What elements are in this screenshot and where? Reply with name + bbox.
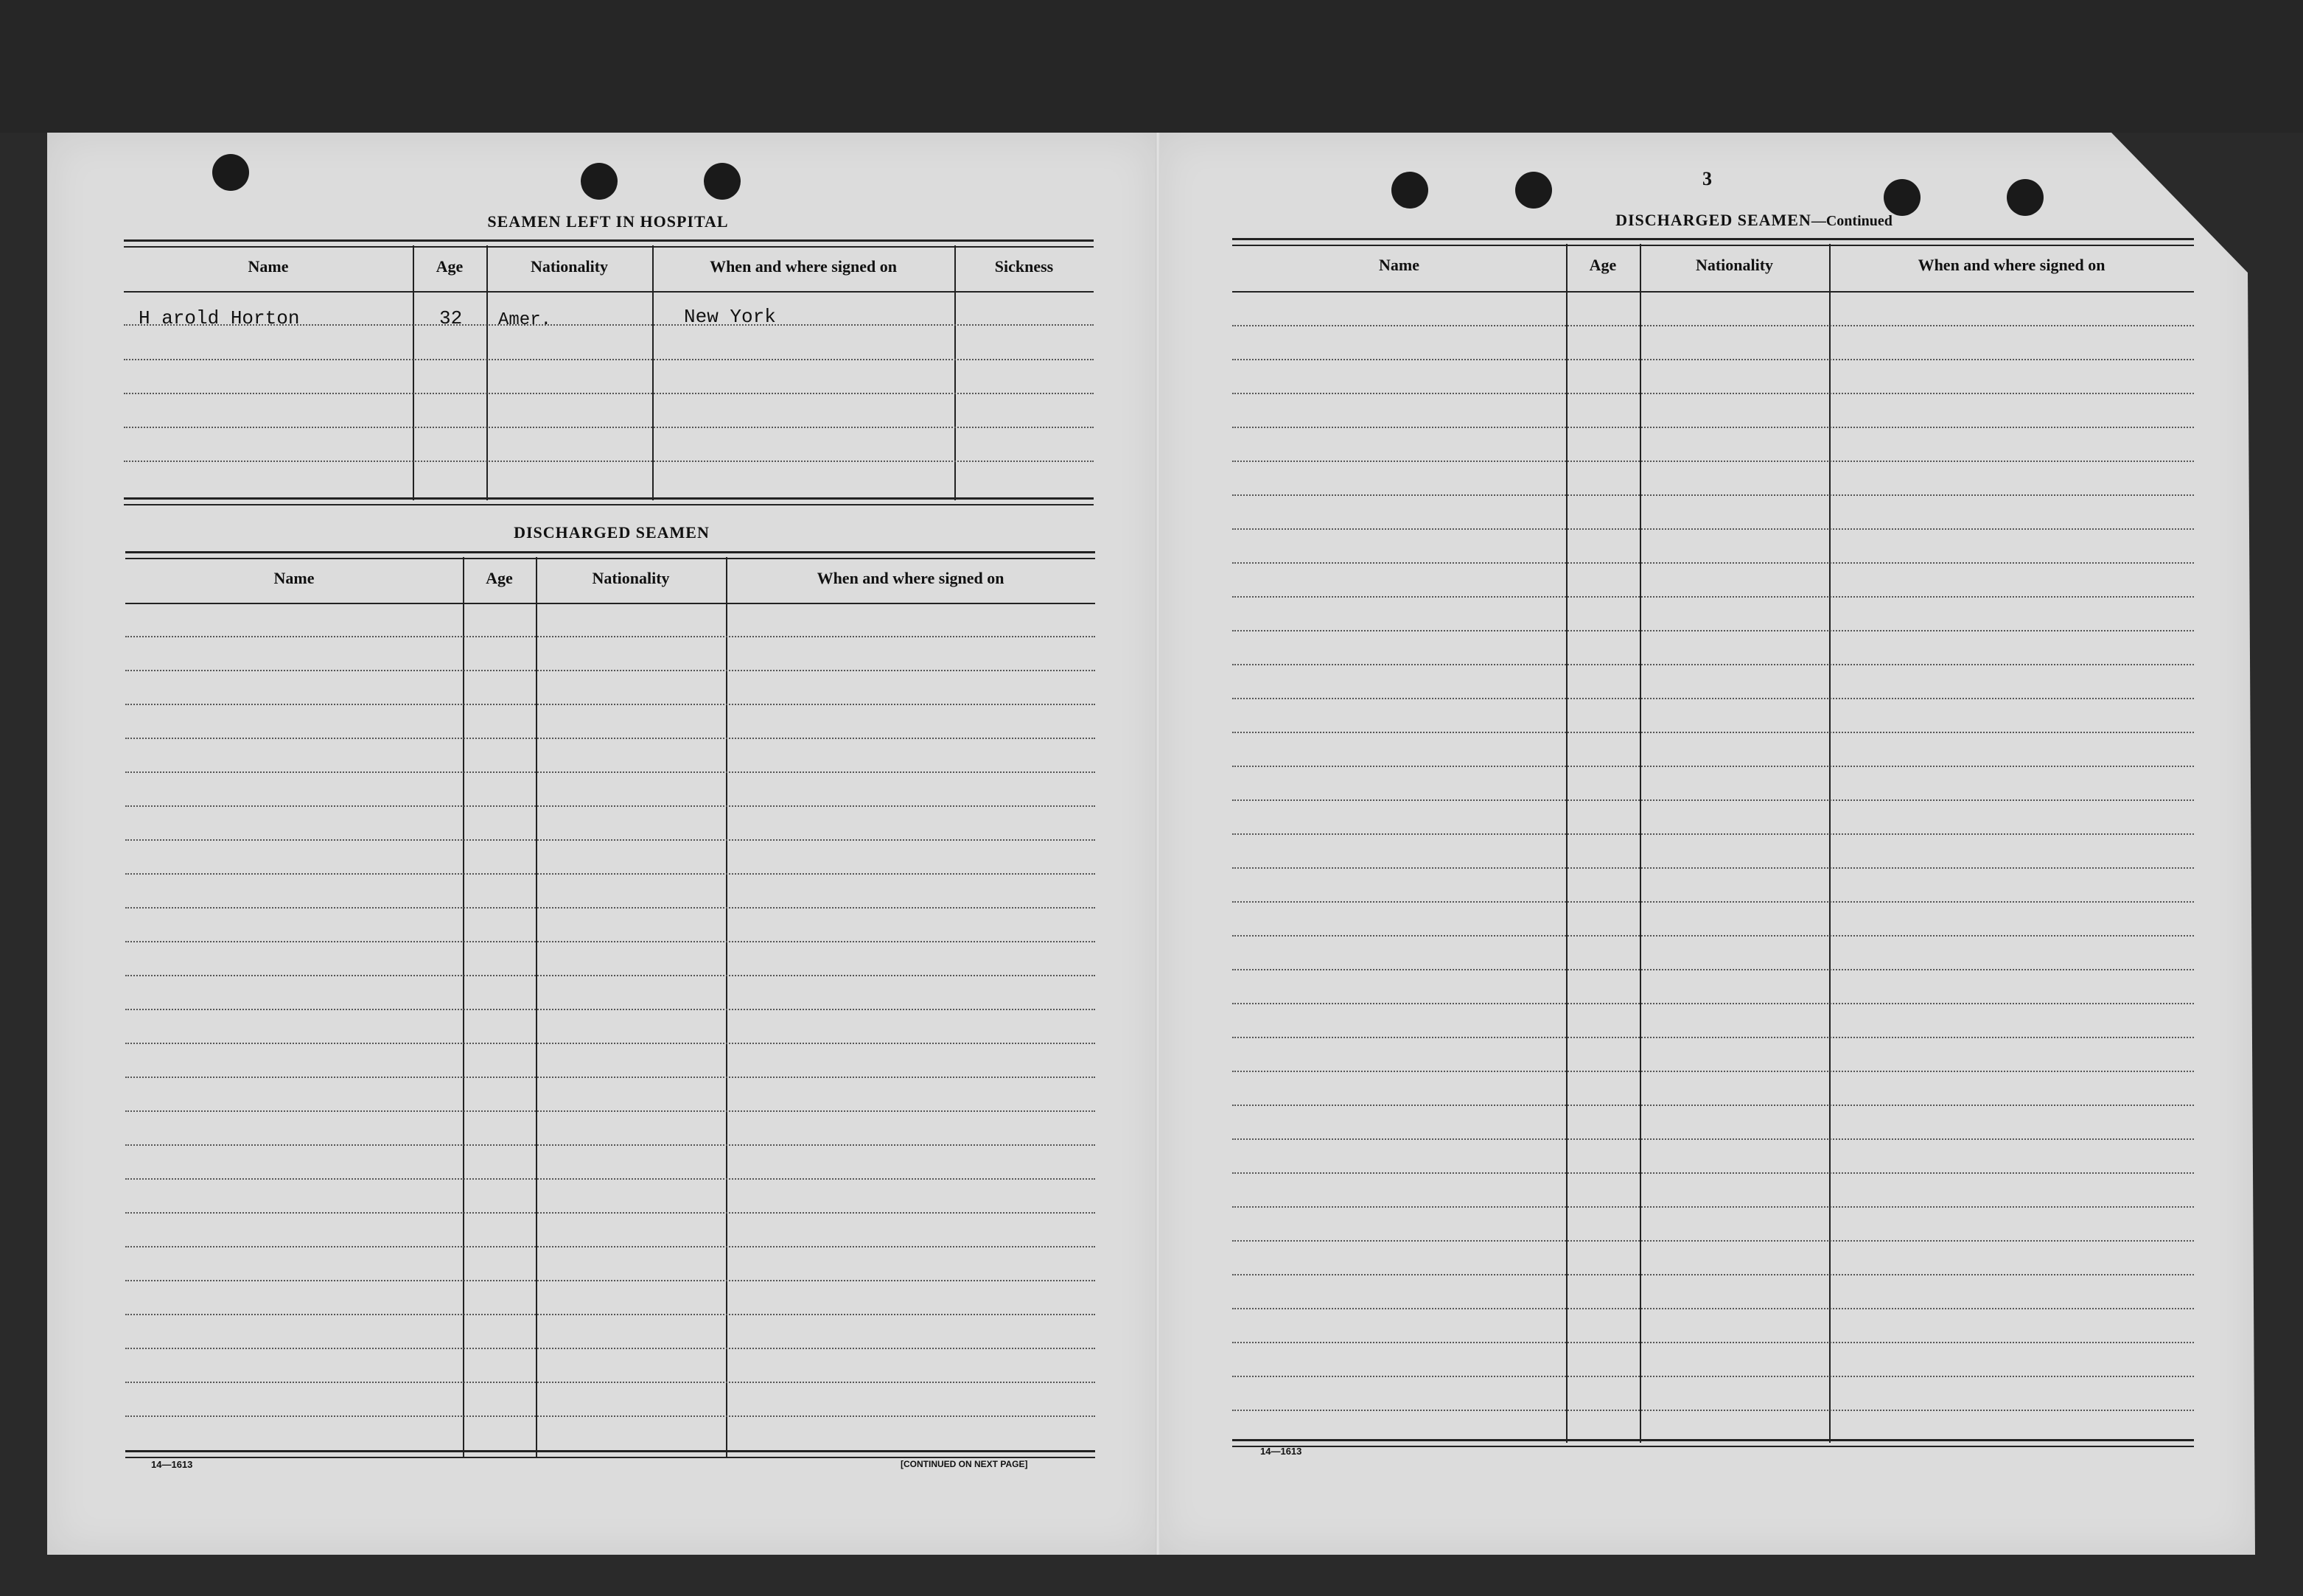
discharged-table	[125, 551, 1095, 1461]
entry-line	[1232, 1410, 2194, 1411]
col-header-nationality: Nationality	[530, 257, 609, 276]
entry-line	[1232, 935, 2194, 937]
punch-hole	[1391, 172, 1428, 209]
entry-line	[1232, 1071, 2194, 1072]
column-divider	[954, 245, 956, 500]
hospital-table	[124, 239, 1094, 505]
column-divider	[536, 557, 537, 1457]
entry-line	[1232, 732, 2194, 733]
entry-line	[1232, 867, 2194, 869]
entry-line	[1232, 1003, 2194, 1004]
entry-line	[1232, 596, 2194, 598]
entry-line	[124, 427, 1094, 428]
entry-line	[125, 907, 1095, 909]
entry-line	[125, 670, 1095, 671]
title-main: DISCHARGED SEAMEN	[1615, 211, 1811, 229]
col-header-name: Name	[273, 569, 315, 587]
entry-line	[1232, 901, 2194, 903]
entry-line	[125, 1314, 1095, 1315]
header-rule	[1232, 291, 2194, 293]
entry-line	[1232, 461, 2194, 462]
entry-line	[1232, 359, 2194, 360]
entry-line	[1232, 664, 2194, 665]
entry-line	[125, 1178, 1095, 1180]
entry-age: 32	[439, 307, 463, 329]
table-top-rule	[124, 239, 1094, 248]
punch-hole	[2007, 179, 2044, 216]
table-bottom-rule	[125, 1450, 1095, 1458]
discharged-section-title: DISCHARGED SEAMEN	[514, 523, 710, 542]
form-number: 14—1613	[1260, 1446, 1302, 1457]
punch-hole	[704, 163, 741, 200]
entry-line	[125, 1348, 1095, 1349]
scan-background-top	[0, 0, 2303, 133]
column-divider	[463, 557, 464, 1457]
entry-name: H arold Horton	[139, 307, 300, 329]
entry-line	[1232, 766, 2194, 767]
continued-note: [CONTINUED ON NEXT PAGE]	[901, 1459, 1028, 1469]
entry-line	[125, 805, 1095, 807]
entry-line	[1232, 427, 2194, 428]
col-header-signed-on: When and where signed on	[1918, 256, 2105, 274]
table-top-rule	[1232, 238, 2194, 246]
column-divider	[486, 245, 488, 500]
entry-signed-on: New York	[684, 306, 776, 328]
page-fold	[1156, 133, 1160, 1555]
entry-line	[1232, 1206, 2194, 1208]
scan-background-bottom	[0, 1555, 2303, 1596]
entry-line	[125, 975, 1095, 976]
entry-line	[125, 1246, 1095, 1247]
entry-line	[125, 704, 1095, 705]
entry-line	[1232, 1172, 2194, 1174]
form-number: 14—1613	[151, 1459, 193, 1470]
entry-line	[125, 1043, 1095, 1044]
entry-line	[125, 636, 1095, 637]
entry-line	[125, 1110, 1095, 1112]
header-rule	[124, 291, 1094, 293]
entry-line	[125, 873, 1095, 875]
column-divider	[1829, 244, 1831, 1443]
table-top-rule	[125, 551, 1095, 559]
col-header-name: Name	[248, 257, 289, 276]
entry-line	[125, 1280, 1095, 1281]
col-header-age: Age	[1589, 256, 1617, 274]
entry-line	[125, 1077, 1095, 1078]
entry-line	[1232, 698, 2194, 699]
entry-line	[1232, 1105, 2194, 1106]
discharged-continued-table	[1232, 238, 2194, 1446]
entry-line	[124, 461, 1094, 462]
entry-line	[125, 1009, 1095, 1010]
punch-hole	[212, 154, 249, 191]
col-header-name: Name	[1379, 256, 1419, 274]
punch-hole	[581, 163, 618, 200]
entry-line	[1232, 393, 2194, 394]
entry-line	[125, 1212, 1095, 1214]
table-bottom-rule	[124, 497, 1094, 505]
entry-line	[1232, 833, 2194, 835]
title-suffix: —Continued	[1811, 213, 1893, 229]
entry-line	[125, 1382, 1095, 1383]
entry-line	[124, 393, 1094, 394]
col-header-sickness: Sickness	[994, 257, 1054, 276]
entry-line	[1232, 528, 2194, 530]
entry-line	[1232, 969, 2194, 970]
col-header-signed-on: When and where signed on	[710, 257, 897, 276]
entry-line	[124, 359, 1094, 360]
entry-line	[1232, 630, 2194, 631]
column-divider	[1566, 244, 1568, 1443]
page-number: 3	[1702, 168, 1712, 189]
entry-line	[1232, 1376, 2194, 1377]
entry-line	[1232, 494, 2194, 496]
entry-line	[1232, 1138, 2194, 1140]
entry-line	[1232, 325, 2194, 326]
entry-line	[125, 839, 1095, 841]
entry-nationality: Amer.	[498, 310, 552, 330]
entry-line	[1232, 1342, 2194, 1343]
entry-line	[125, 738, 1095, 739]
punch-hole	[1515, 172, 1552, 209]
table-bottom-rule	[1232, 1439, 2194, 1447]
col-header-signed-on: When and where signed on	[817, 569, 1004, 587]
entry-line	[1232, 1240, 2194, 1242]
entry-line	[125, 941, 1095, 942]
col-header-age: Age	[486, 569, 513, 587]
discharged-continued-title	[1533, 211, 1975, 230]
entry-line	[125, 771, 1095, 773]
entry-line	[1232, 1274, 2194, 1275]
entry-line	[1232, 1037, 2194, 1038]
column-divider	[652, 245, 654, 500]
hospital-section-title: SEAMEN LEFT IN HOSPITAL	[487, 212, 729, 231]
entry-line	[1232, 1308, 2194, 1309]
entry-line	[125, 1144, 1095, 1146]
entry-line	[1232, 562, 2194, 564]
header-rule	[125, 603, 1095, 604]
entry-line	[1232, 799, 2194, 801]
column-divider	[1640, 244, 1641, 1443]
column-divider	[413, 245, 414, 500]
entry-line	[125, 1415, 1095, 1417]
column-divider	[726, 557, 727, 1457]
col-header-age: Age	[436, 257, 464, 276]
col-header-nationality: Nationality	[1695, 256, 1774, 274]
col-header-nationality: Nationality	[592, 569, 670, 587]
